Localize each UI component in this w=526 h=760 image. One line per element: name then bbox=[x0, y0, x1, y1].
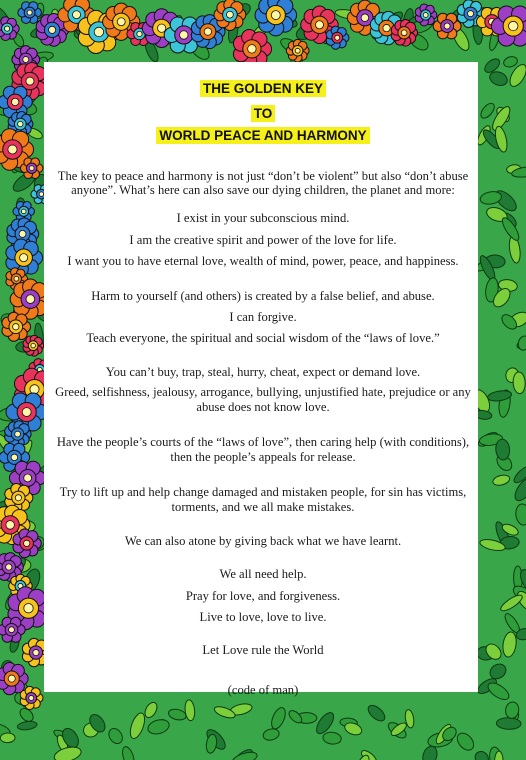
text-line: torments, and we all make mistakes. bbox=[171, 500, 355, 514]
flower-icon bbox=[214, 0, 246, 31]
flower-icon bbox=[391, 19, 417, 46]
title-line-1: THE GOLDEN KEY bbox=[0, 80, 526, 98]
text-line: Teach everyone, the spiritual and social wisdom of the “laws of love.” bbox=[86, 331, 440, 345]
intro-line-1: The key to peace and harmony is not just “don’t be violent” but also “don’t abuse bbox=[57, 169, 469, 183]
text-line: Harm to yourself (and others) is created by a false belief, and abuse. bbox=[91, 289, 435, 303]
text-line: Have the people’s courts of the “laws of love”, then caring help (with conditions), bbox=[56, 435, 470, 449]
text-line: Greed, selfishness, jealousy, arrogance, bullying, unjustified hate, prejudice or any bbox=[55, 385, 471, 399]
flower-icon bbox=[18, 2, 42, 24]
flower-icon bbox=[255, 0, 297, 36]
text-line: We can also atone by giving back what we have learnt. bbox=[124, 534, 402, 548]
text-line: Live to love, love to live. bbox=[199, 610, 327, 624]
text-line: I want you to have eternal love, wealth of mind, power, peace, and happiness. bbox=[67, 254, 459, 268]
text-line: Pray for love, and forgiveness. bbox=[185, 589, 341, 603]
intro-line-2: anyone”. What’s here can also save our dying children, the planet and more: bbox=[71, 183, 455, 197]
text-line: I exist in your subconscious mind. bbox=[176, 211, 350, 225]
text-line: We all need help. bbox=[219, 567, 307, 581]
signature-line: (code of man) bbox=[227, 683, 299, 697]
text-line: I am the creative spirit and power of the love for life. bbox=[129, 233, 397, 247]
flower-icon bbox=[286, 39, 309, 62]
title-line-3: WORLD PEACE AND HARMONY bbox=[0, 127, 526, 145]
text-line: abuse does not know love. bbox=[196, 400, 330, 414]
text-line: Let Love rule the World bbox=[202, 643, 324, 657]
text-line: Try to lift up and help change damaged and mistaken people, for sin has victims, bbox=[59, 485, 467, 499]
title-line-2: TO bbox=[0, 105, 526, 123]
text-line: I can forgive. bbox=[229, 310, 297, 324]
text-line: You can’t buy, trap, steal, hurry, cheat, expect or demand love. bbox=[105, 365, 421, 379]
text-line: then the people’s appeals for release. bbox=[170, 450, 356, 464]
